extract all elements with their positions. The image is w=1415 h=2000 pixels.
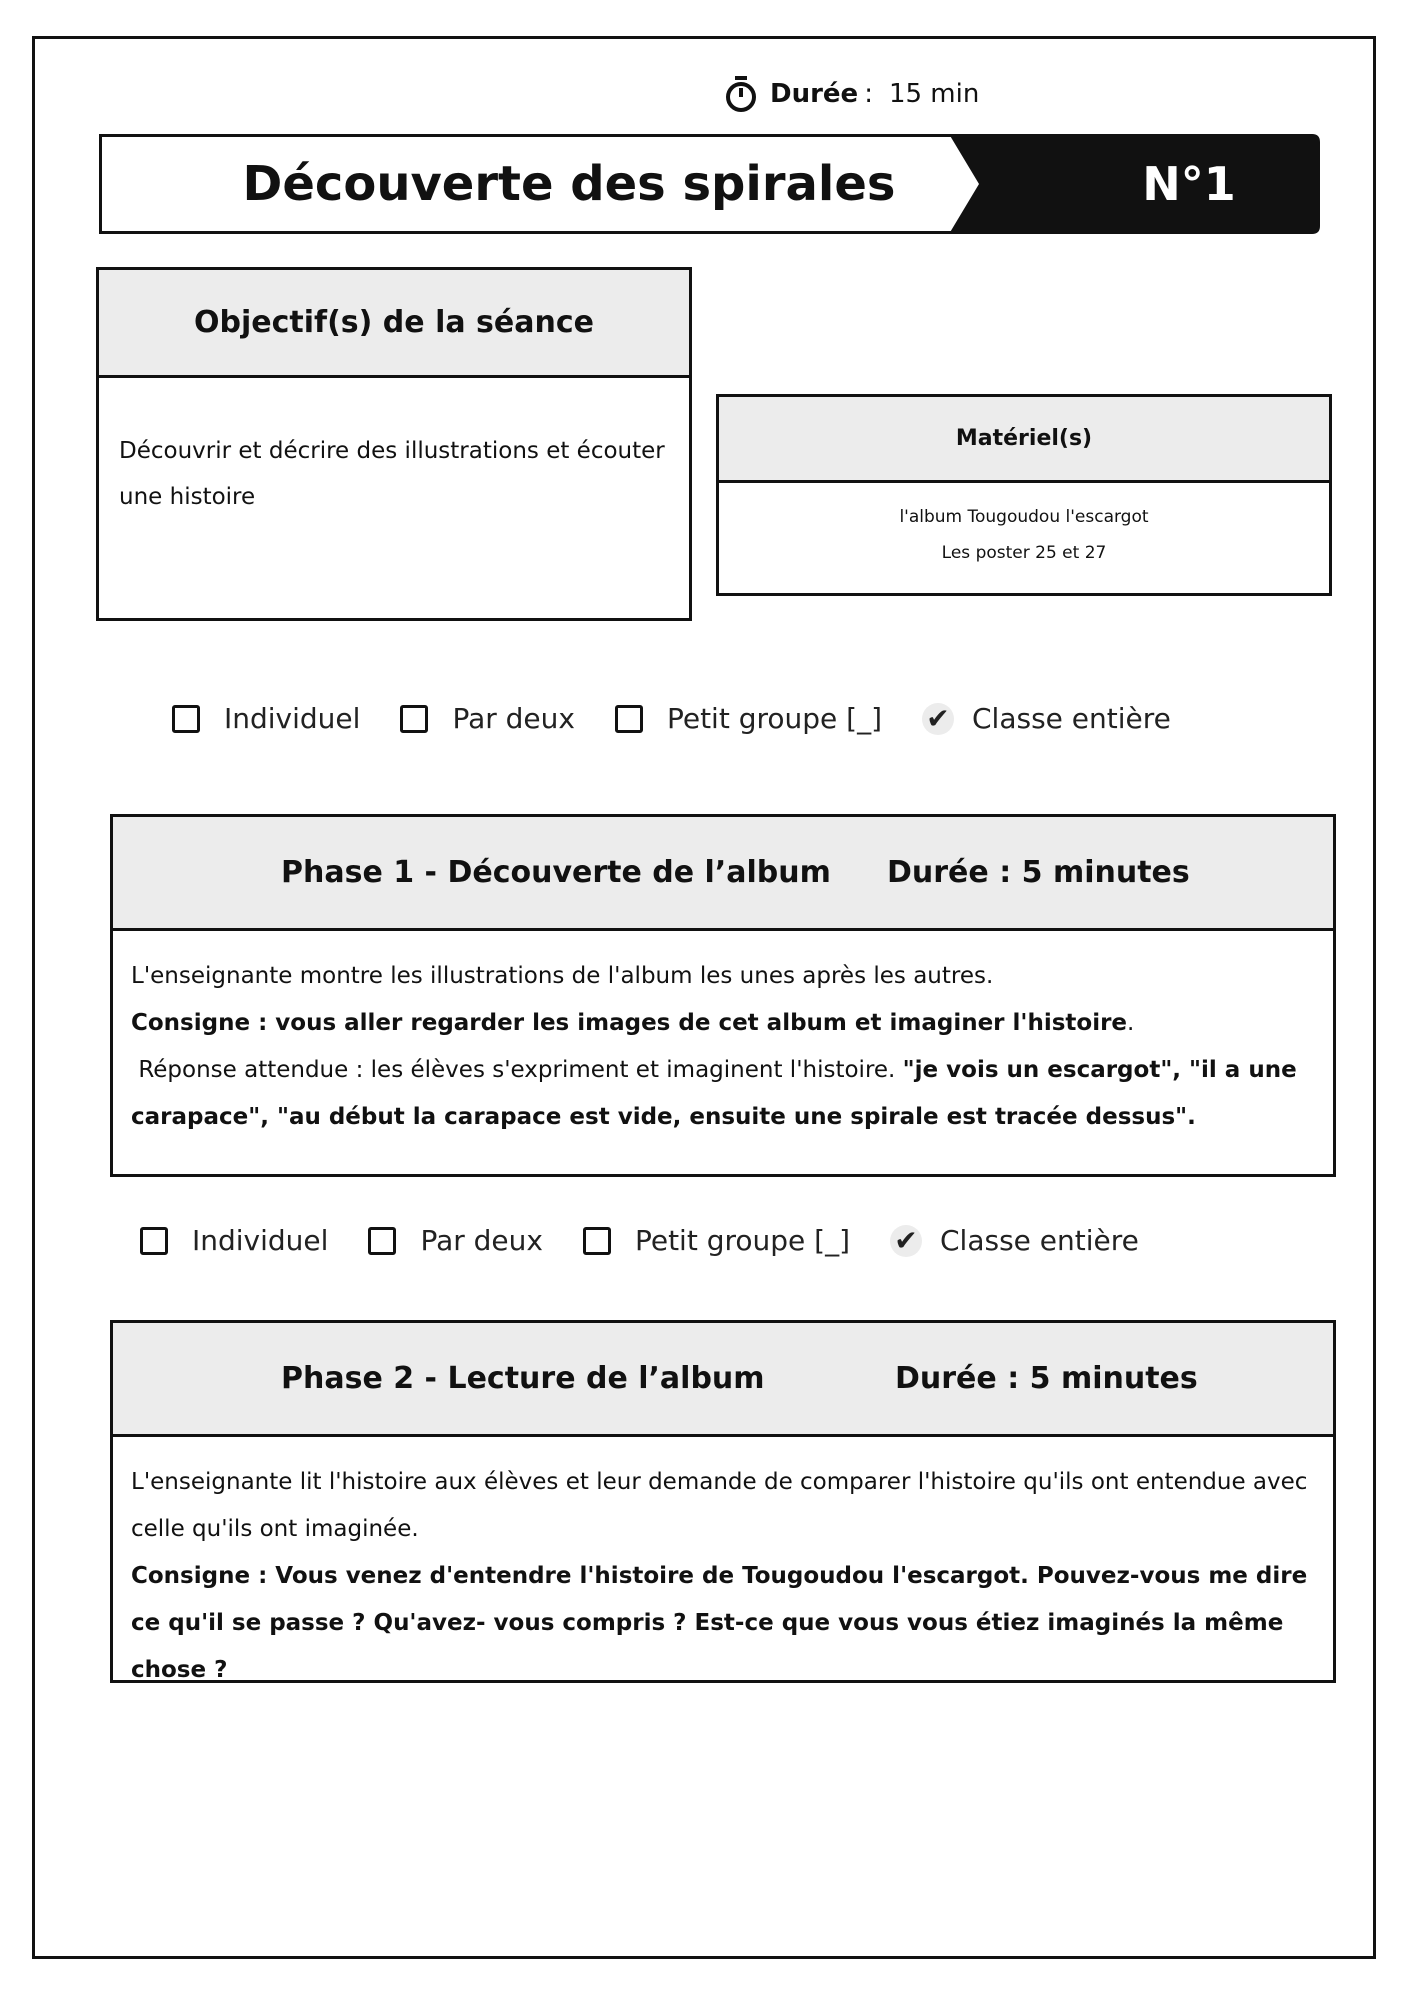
checkmark-icon[interactable]: ✔ xyxy=(922,703,954,735)
empty-checkbox[interactable] xyxy=(172,705,200,733)
empty-checkbox[interactable] xyxy=(140,1227,168,1255)
mode-classe-entiere[interactable] xyxy=(922,702,1171,735)
phase1-body xyxy=(113,931,1333,1141)
mode-label: Individuel xyxy=(192,1224,329,1257)
mode-par-deux[interactable] xyxy=(400,702,575,735)
phase1-title: Phase 1 - Découverte de l’album xyxy=(281,855,831,890)
empty-checkbox[interactable] xyxy=(615,705,643,733)
mode-label: Individuel xyxy=(224,702,361,735)
phase2-body xyxy=(113,1437,1333,1694)
phase2-title: Phase 2 - Lecture de l’album xyxy=(281,1361,765,1396)
phase1-line: L'enseignante montre les illustrations de l'album les unes après les autres. xyxy=(131,963,994,989)
work-mode-selector-2 xyxy=(140,1224,1179,1257)
objective-box xyxy=(96,267,692,621)
phase1-reponse-line xyxy=(131,1047,1315,1141)
mode-individuel[interactable] xyxy=(172,702,360,735)
stopwatch-icon xyxy=(724,75,758,113)
phase2-box xyxy=(110,1320,1336,1683)
phase1-reponse-bold: "je vois un escargot", "il a une carapace", "au début la carapace est vide, ensuite une spirale est tracée dessus". xyxy=(131,1057,1297,1130)
phase1-reponse: Réponse attendue : les élèves s'expriment et imaginent l'histoire. xyxy=(131,1057,903,1083)
phase2-line: L'enseignante lit l'histoire aux élèves et leur demande de comparer l'histoire qu'ils ont entendue avec celle qu'ils ont imaginée. xyxy=(131,1469,1308,1542)
mode-label: Petit groupe [_] xyxy=(666,702,882,735)
materials-list xyxy=(719,483,1329,571)
phase1-consigne-end: . xyxy=(1127,1010,1135,1036)
mode-petit-groupe[interactable] xyxy=(615,702,882,735)
phase2-consigne: Consigne : Vous venez d'entendre l'histoire de Tougoudou l'escargot. Pouvez-vous me dire ce qu'il se passe ? Qu'avez- vous compris ? Est-ce que vous vous étiez imaginés la même chose ? xyxy=(131,1563,1308,1683)
mode-label: Par deux xyxy=(452,702,575,735)
mode-label: Par deux xyxy=(420,1224,543,1257)
phase1-header xyxy=(113,817,1333,931)
materials-item: Les poster 25 et 27 xyxy=(941,543,1107,563)
mode-label: Petit groupe [_] xyxy=(634,1224,850,1257)
mode-par-deux[interactable] xyxy=(368,1224,543,1257)
phase1-duration: Durée : 5 minutes xyxy=(887,855,1190,890)
phase2-header xyxy=(113,1323,1333,1437)
mode-individuel[interactable] xyxy=(140,1224,328,1257)
empty-checkbox[interactable] xyxy=(583,1227,611,1255)
duration-value: 15 min xyxy=(888,79,980,109)
page-title: Découverte des spirales xyxy=(242,156,896,212)
empty-checkbox[interactable] xyxy=(368,1227,396,1255)
materials-item: l'album Tougoudou l'escargot xyxy=(899,507,1149,527)
title-banner xyxy=(99,134,1320,234)
empty-checkbox[interactable] xyxy=(400,705,428,733)
duration-label: Durée xyxy=(770,79,859,109)
phase1-box xyxy=(110,814,1336,1177)
mode-label: Classe entière xyxy=(940,1224,1139,1257)
materials-box xyxy=(716,394,1332,596)
phase2-duration: Durée : 5 minutes xyxy=(895,1361,1198,1396)
objective-text: Découvrir et décrire des illustrations et écouter une histoire xyxy=(119,438,665,510)
phase1-consigne-line xyxy=(131,1000,1315,1047)
work-mode-selector-1 xyxy=(172,702,1211,735)
session-number: N°1 xyxy=(1142,157,1236,211)
mode-label: Classe entière xyxy=(972,702,1171,735)
materials-heading: Matériel(s) xyxy=(719,397,1329,483)
phase1-consigne: Consigne : vous aller regarder les images de cet album et imaginer l'histoire xyxy=(131,1010,1128,1036)
objective-heading: Objectif(s) de la séance xyxy=(99,270,689,378)
mode-petit-groupe[interactable] xyxy=(583,1224,850,1257)
mode-classe-entiere[interactable] xyxy=(890,1224,1139,1257)
checkmark-icon[interactable]: ✔ xyxy=(890,1225,922,1257)
duration-separator: : xyxy=(864,79,873,109)
session-duration xyxy=(724,74,979,114)
